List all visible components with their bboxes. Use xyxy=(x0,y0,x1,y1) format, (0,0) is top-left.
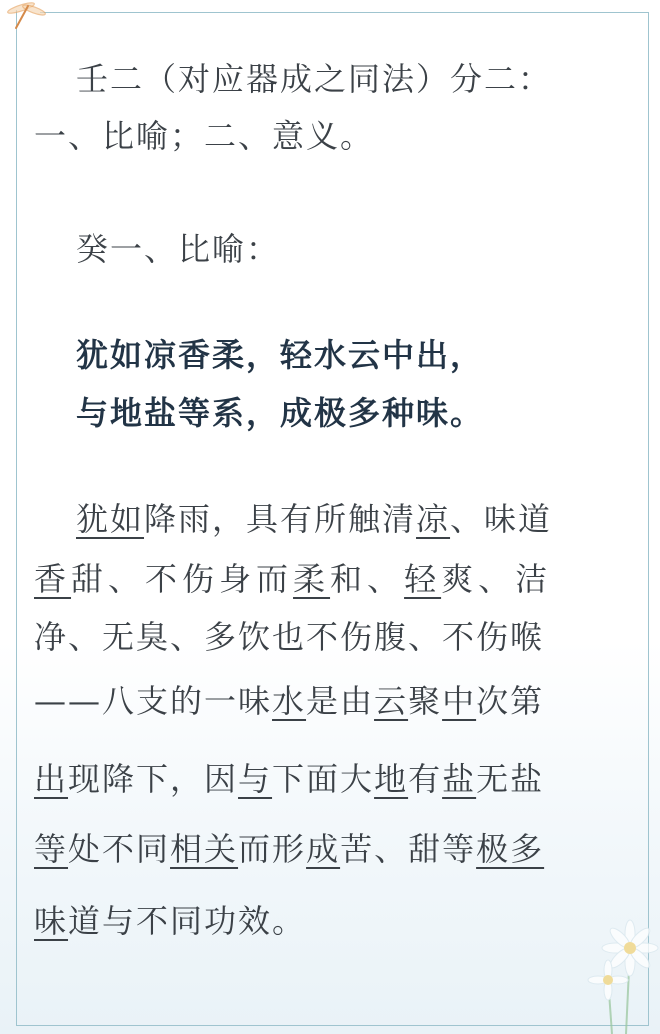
keyword-underlined: 味 xyxy=(34,902,69,940)
daisy-flower-decoration xyxy=(572,904,660,1034)
commentary-text: 而形 xyxy=(238,830,307,868)
commentary-line-2 xyxy=(34,554,552,600)
frame-border-top xyxy=(40,12,649,13)
commentary-text: 处不同 xyxy=(68,830,171,868)
keyword-underlined: 水 xyxy=(272,682,307,720)
commentary-text: 无盐 xyxy=(476,760,545,798)
verse-line-1: 犹如凉香柔，轻水云中出， xyxy=(76,336,485,374)
heading-line-1: 壬二（对应器成之同法）分二： xyxy=(76,60,553,98)
commentary-text: 聚 xyxy=(408,682,443,720)
keyword-underlined: 犹如 xyxy=(76,500,145,538)
commentary-text: 、味道 xyxy=(450,500,553,538)
commentary-text: ——八支的一味 xyxy=(34,682,273,720)
commentary-text: 净、无臭、多饮也不伤腹、不伤喉 xyxy=(34,618,545,656)
keyword-underlined: 轻 xyxy=(404,560,442,598)
keyword-underlined: 盐 xyxy=(442,760,477,798)
commentary-line-7 xyxy=(34,896,306,942)
commentary-text: 爽、洁 xyxy=(441,560,553,598)
commentary-line-4 xyxy=(34,676,544,722)
commentary-line-1 xyxy=(76,494,552,540)
commentary-text: 道与不同功效。 xyxy=(68,902,307,940)
keyword-underlined: 地 xyxy=(374,760,409,798)
heading-line-2: 一、比喻；二、意义。 xyxy=(34,117,375,155)
keyword-underlined: 香 xyxy=(34,560,72,598)
keyword-underlined: 成 xyxy=(306,830,341,868)
commentary-text: 有 xyxy=(408,760,443,798)
keyword-underlined: 相关 xyxy=(170,830,239,868)
keyword-underlined: 与 xyxy=(238,760,273,798)
commentary-text: 苦、甜等 xyxy=(340,830,477,868)
commentary-text: 次第 xyxy=(476,682,545,720)
commentary-line-6 xyxy=(34,824,544,870)
verse-line-2: 与地盐等系，成极多种味。 xyxy=(76,394,485,432)
subheading-line: 癸一、比喻： xyxy=(76,230,281,268)
commentary-text: 下面大 xyxy=(272,760,375,798)
keyword-underlined: 柔 xyxy=(293,560,331,598)
frame-border-bottom xyxy=(16,1025,649,1026)
frame-border-left xyxy=(16,10,17,1026)
commentary-text: 现降下，因 xyxy=(68,760,239,798)
keyword-underlined: 中 xyxy=(442,682,477,720)
keyword-underlined: 凉 xyxy=(416,500,451,538)
commentary-text: 降雨，具有所触清 xyxy=(144,500,417,538)
keyword-underlined: 出 xyxy=(34,760,69,798)
keyword-underlined: 极多 xyxy=(476,830,545,868)
keyword-underlined: 等 xyxy=(34,830,69,868)
commentary-text: 和、 xyxy=(330,560,405,598)
commentary-text: 甜、不伤身而 xyxy=(71,560,294,598)
frame-border-right xyxy=(648,12,649,1026)
keyword-underlined: 云 xyxy=(374,682,409,720)
commentary-text: 是由 xyxy=(306,682,375,720)
commentary-line-5 xyxy=(34,754,544,800)
dragonfly-icon xyxy=(4,0,50,30)
commentary-line-3 xyxy=(34,612,544,658)
